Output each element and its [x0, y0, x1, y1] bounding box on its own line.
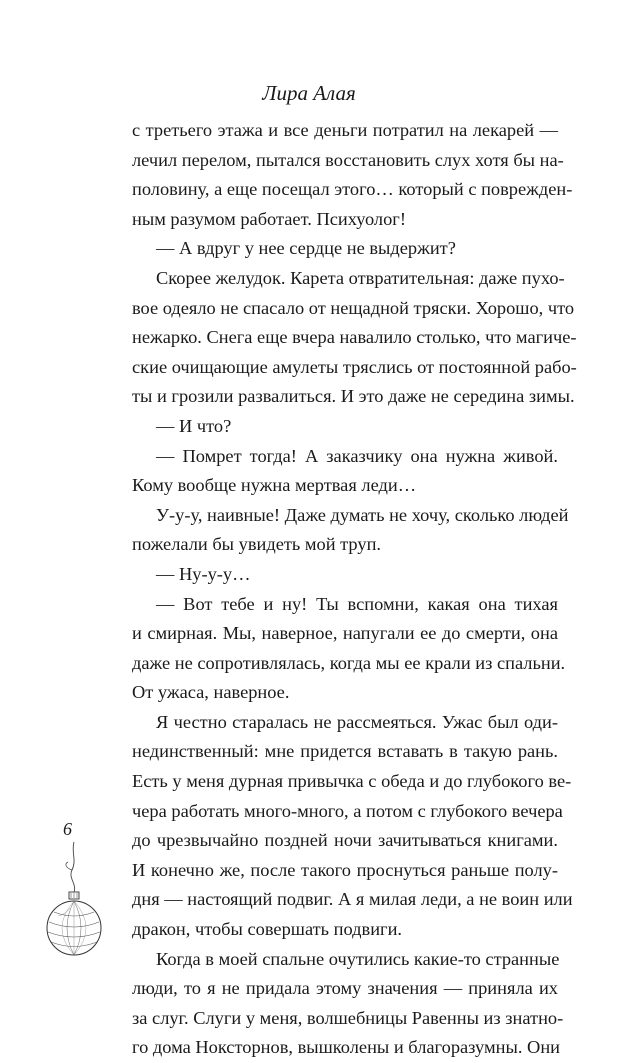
text-line: люди, то я не придала этому значения — приняла их	[132, 978, 558, 999]
running-head-author: Лира Алая	[262, 81, 356, 105]
text-line: вое одеяло не спасало от нещадной тряски. Хорошо, что	[132, 297, 575, 318]
text-line: — А вдруг у нее сердце не выдержит?	[156, 238, 456, 259]
text-line: — Вот тебе и ну! Ты вспомни, какая она тихая	[156, 593, 558, 614]
text-line: У-у-у, наивные! Даже думать не хочу, сколько людей	[156, 504, 569, 525]
text-line: до чрезвычайно поздней ночи зачитываться книгами.	[132, 830, 558, 851]
text-line: Когда в моей спальне очутились какие-то странные	[156, 948, 560, 969]
text-line: Есть у меня дурная привычка с обеда и до глубокого ве-	[132, 771, 572, 792]
text-line: И конечно же, после такого проснуться раньше полу-	[132, 859, 558, 880]
text-line: — Помрет тогда! А заказчику она нужна живой.	[156, 445, 558, 466]
text-line: ным разумом работает. Психуолог!	[132, 208, 406, 229]
text-line: за слуг. Слуги у меня, волшебницы Равенны из знатно-	[132, 1007, 564, 1028]
text-line: с третьего этажа и все деньги потратил на лекарей —	[132, 120, 558, 140]
text-line: ты и грозили развалиться. И это даже не середина зимы.	[132, 386, 575, 407]
text-line: половину, а еще посещал этого… который с поврежден-	[132, 179, 573, 200]
christmas-ornament-icon	[44, 840, 104, 970]
text-line: даже не сопротивлялась, когда мы ее крали из спальни.	[132, 652, 566, 673]
text-line: го дома Ноксторнов, вышколены и благоразумны. Они	[132, 1037, 561, 1058]
text-line: Кому вообще нужна мертвая леди…	[132, 475, 417, 496]
text-line: — И что?	[156, 415, 232, 436]
text-line: чера работать много-много, а потом с глубокого вечера	[132, 800, 563, 821]
text-line: дракон, чтобы совершать подвиги.	[132, 919, 403, 940]
page-number: 6	[63, 819, 72, 839]
text-line: нежарко. Снега еще вчера навалило столько, что магиче-	[132, 327, 577, 348]
text-line: пожелали бы увидеть мой труп.	[132, 534, 382, 555]
text-line: лечил перелом, пытался восстановить слух хотя бы на-	[132, 149, 564, 170]
text-line: дня — настоящий подвиг. А я милая леди, а не воин или	[132, 889, 573, 910]
body-text	[132, 116, 577, 1063]
text-line: — Ну-у-у…	[156, 563, 251, 584]
text-line: От ужаса, наверное.	[132, 682, 290, 703]
text-line: и смирная. Мы, наверное, напугали ее до смерти, она	[132, 623, 558, 644]
text-line: Я честно старалась не рассмеяться. Ужас был оди-	[156, 711, 558, 732]
text-line: нединственный: мне придется вставать в такую рань.	[132, 741, 558, 762]
text-line: Скорее желудок. Карета отвратительная: даже пухо-	[156, 267, 565, 288]
text-line: ские очищающие амулеты тряслись от постоянной рабо-	[132, 356, 577, 377]
